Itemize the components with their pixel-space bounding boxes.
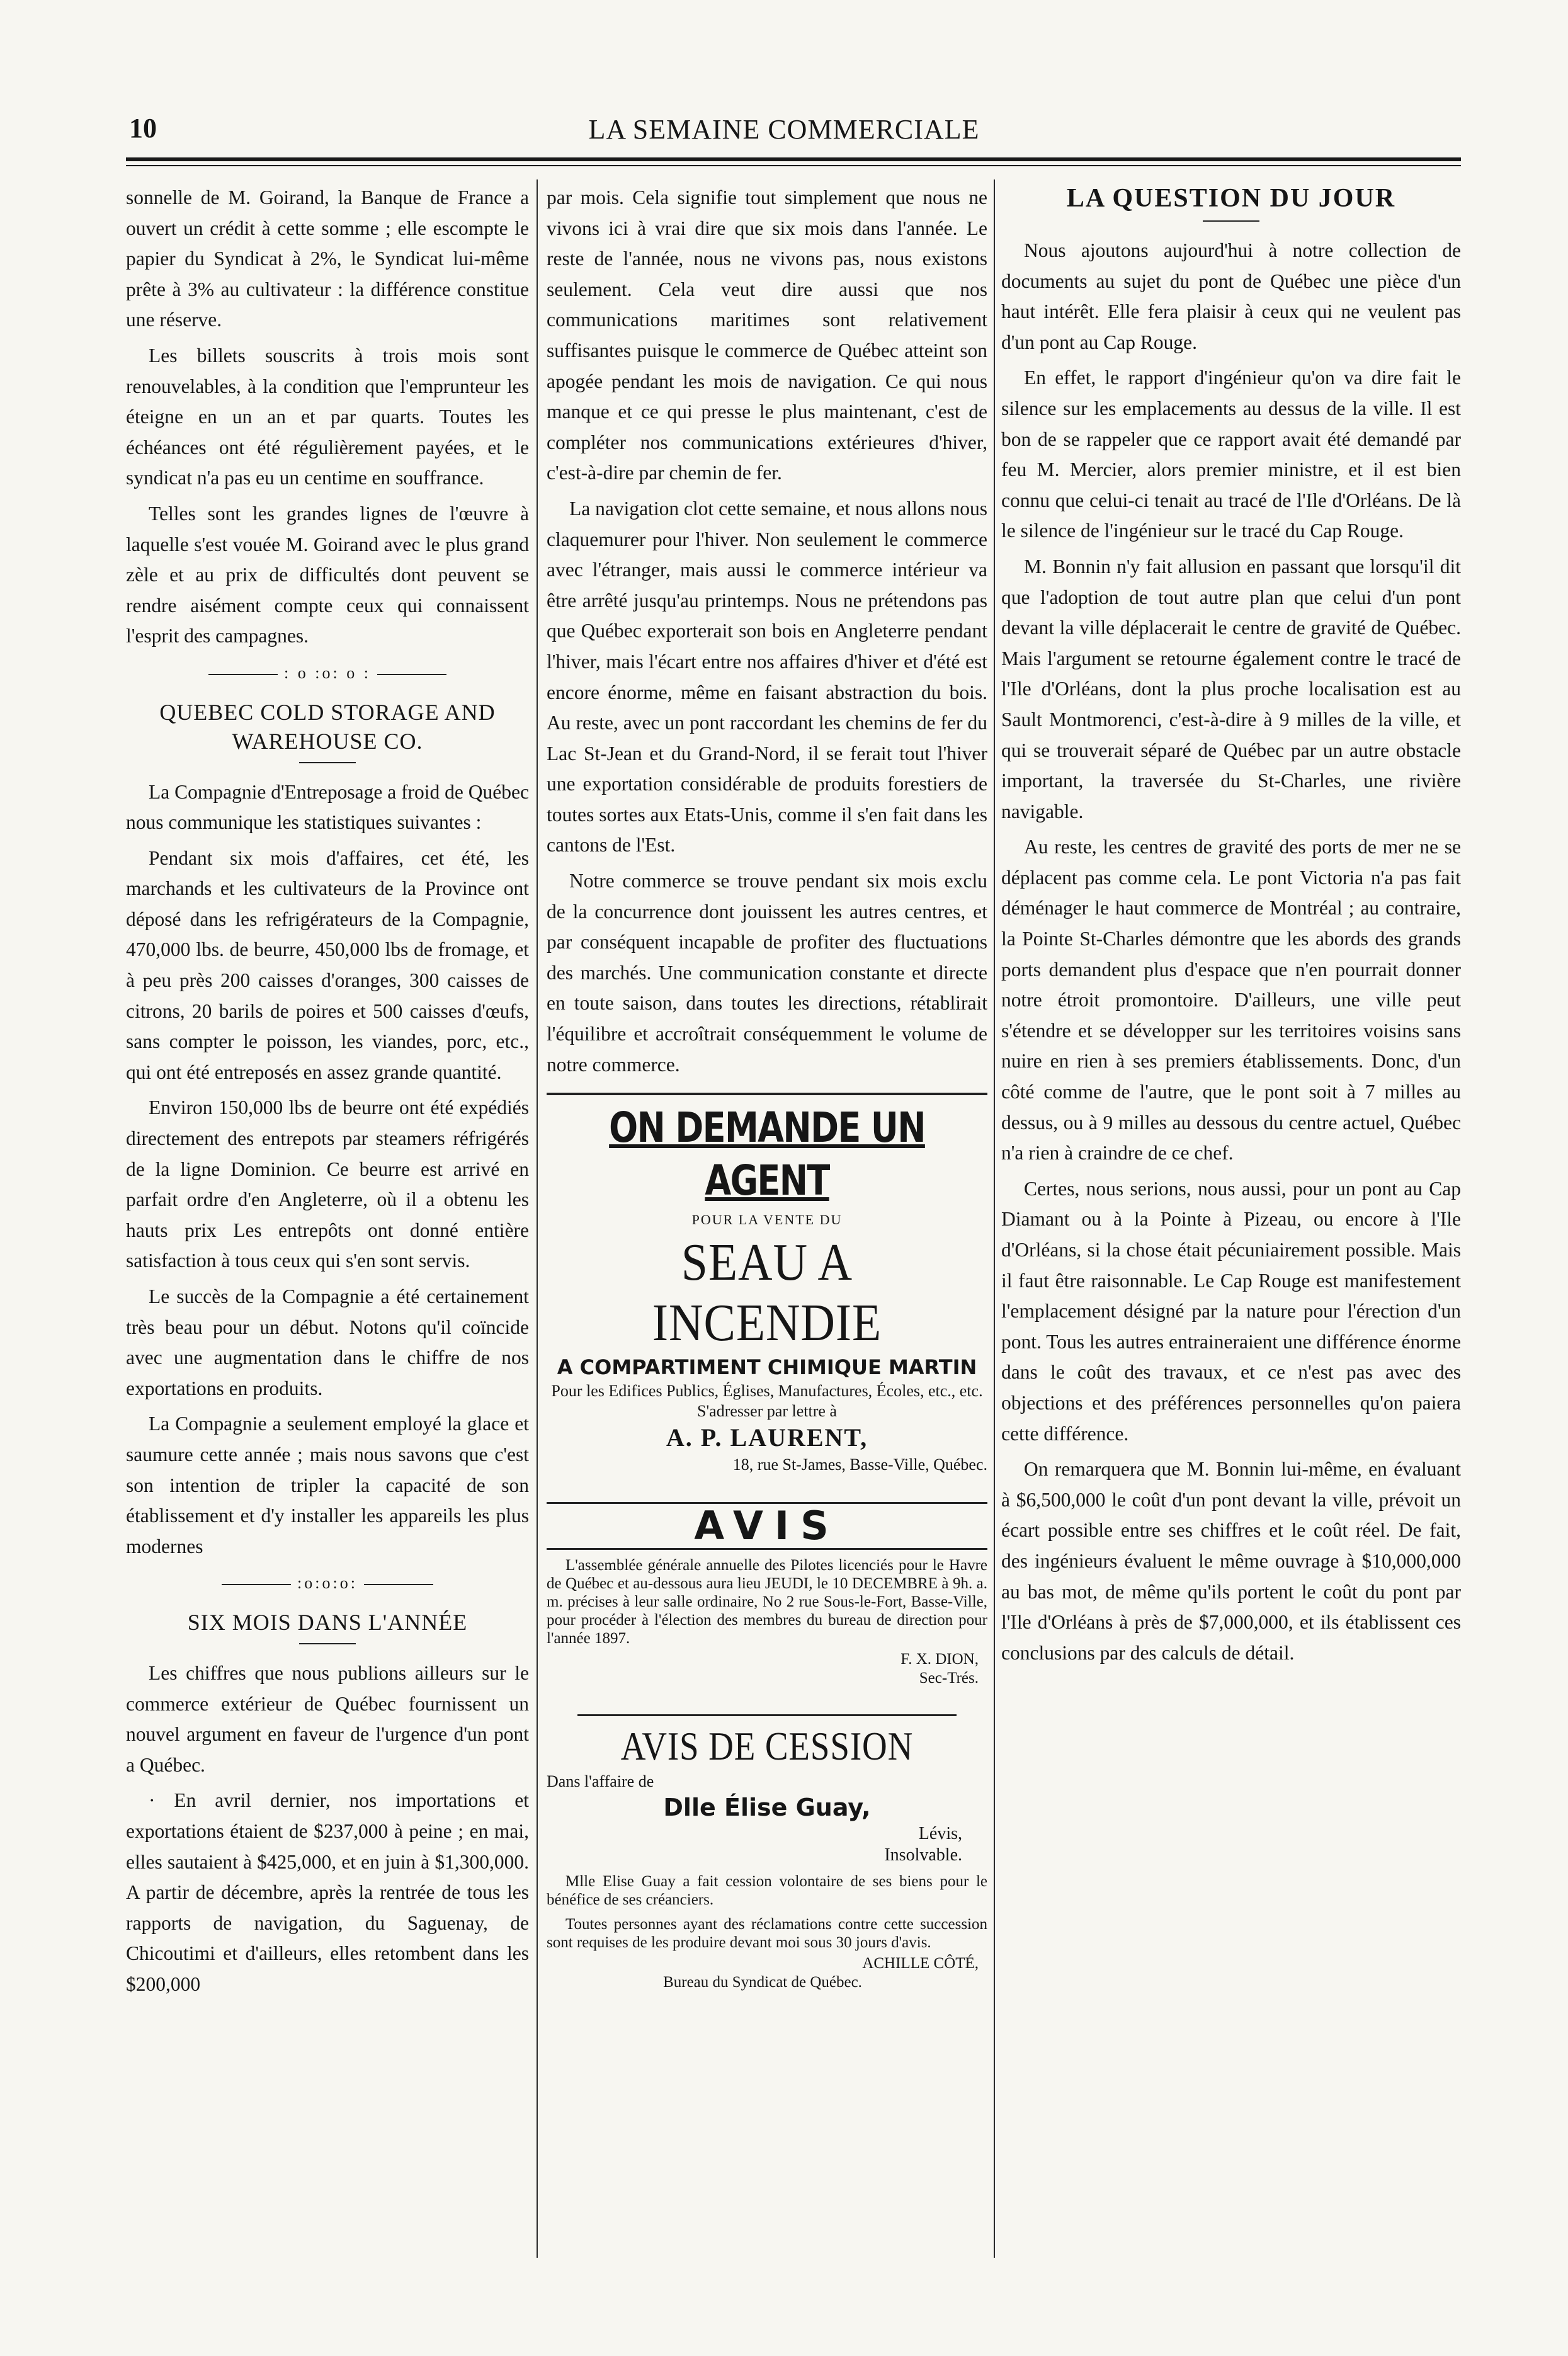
paragraph: · En avril dernier, nos importations et exportations étaient de $237,000 à peine ; en mai, elles sautaient à $425,000, et en juin à $1,300,000. A partir de décembre, après la rentrée de tous les rapports de navigation, du Saguenay, de Chicoutimi et d'ailleurs, elles retombent dans les $200,000 [126, 1789, 529, 1995]
cession-place: Lévis, [918, 1824, 962, 1844]
paragraph: sonnelle de M. Goirand, la Banque de France a ouvert un crédit à cette somme ; elle escompte le papier du Syndicat à 2%, le Syndicat lui-même prête à 3% au cultivateur : la différence constitue une réserve. [126, 186, 529, 331]
cession-name: Dlle Élise Guay, [663, 1794, 871, 1822]
paragraph: M. Bonnin n'y fait allusion en passant que lorsqu'il dit que l'adoption de tout autre plan que celui d'un pont devant la ville déplacerait le centre de gravité de Québec. Mais l'argument se retourne également contre le tracé de l'Ile d'Orléans, dont la plus proche localisation est au Sault Montmorenci, c'est-à-dire à 9 milles de la ville, et qui se trouverait séparé de Québec par un autre obstacle important, la traversée du St-Charles, une rivière navigable. [1001, 555, 1461, 822]
masthead-rule-thick [126, 157, 1461, 161]
ad-uses: Pour les Edifices Publics, Églises, Manufactures, Écoles, etc., etc. [551, 1382, 983, 1401]
column-divider-1 [537, 179, 538, 2258]
masthead-rule-thin [126, 165, 1461, 166]
column-2 [547, 183, 987, 1992]
cession-signature: ACHILLE CÔTÉ, [862, 1955, 979, 1972]
paragraph: La Compagnie d'Entreposage a froid de Québec nous communique les statistiques suivantes : [126, 780, 529, 834]
article-heading: SIX MOIS DANS L'ANNÉE [187, 1609, 468, 1635]
ad-product: SEAU A INCENDIE [652, 1233, 882, 1353]
separator-ornament: :o:o:o: [297, 1574, 358, 1593]
notice-avis [547, 1488, 987, 1688]
cession-signature-title: Bureau du Syndicat de Québec. [663, 1974, 862, 1991]
paragraph: Les chiffres que nous publions ailleurs sur le commerce extérieur de Québec fournissent un nouvel argument en faveur de l'urgence d'un pont a Québec. [126, 1661, 529, 1776]
section-separator [126, 1568, 529, 1599]
avis-text: L'assemblée générale annuelle des Pilotes licenciés pour le Havre de Québec et au-dessous aura lieu JEUDI, le 10 DECEMBRE à 9h. a. m. précises à leur salle ordinaire, No 2 rue Sous-le-Fort, Basse-Ville, pour procéder à l'élection des membres du bureau de direction pour l'année 1897. [547, 1557, 987, 1647]
heading-rule [299, 1643, 356, 1644]
column-divider-2 [994, 179, 995, 2258]
avis-signature: F. X. DION, [900, 1651, 979, 1668]
paragraph: Nous ajoutons aujourd'hui à notre collection de documents au sujet du pont de Québec une pièce d'un haut intérêt. Elle fera plaisir à ceux qui ne veulent pas d'un pont au Cap Rouge. [1001, 239, 1461, 353]
paragraph: Notre commerce se trouve pendant six mois exclu de la concurrence dont jouissent les autres centres, et par conséquent incapable de profiter des fluctuations des marchés. Une communication constante et directe en toute saison, dans toutes les directions, rétablirait l'équilibre et accroîtrait conséquemment le volume de notre commerce. [547, 870, 987, 1076]
article-heading: QUEBEC COLD STORAGE AND WAREHOUSE CO. [159, 699, 496, 754]
heading-rule [1203, 220, 1259, 222]
avis-banner: AVIS [547, 1502, 987, 1550]
column-3 [1001, 183, 1461, 1673]
paragraph: Telles sont les grandes lignes de l'œuvre à laquelle s'est vouée M. Goirand avec le plus grand zèle et au prix de difficultés dont peuvent se rendre aisément compte ceux qui connaissent l'esprit des campagnes. [126, 502, 529, 647]
advertisement-agent [547, 1093, 987, 1476]
separator-dash [208, 674, 278, 675]
ad-product-detail: A COMPARTIMENT CHIMIQUE MARTIN [557, 1355, 977, 1380]
cession-title: AVIS DE CESSION [577, 1714, 957, 1772]
section-separator [126, 658, 529, 689]
paragraph: La navigation clot cette semaine, et nous allons nous claquemurer pour l'hiver. Non seulement le commerce avec l'étranger, mais aussi le commerce intérieur va être arrêté jusqu'au printemps. Nous ne prétendons pas que Québec exporterait son bois en Angleterre pendant l'hiver, mais l'écart entre nos affaires d'hiver et d'été est encore énorme, même en faisant abstraction du bois. Au reste, avec un pont raccordant les chemins de fer du Lac St-Jean et du Grand-Nord, il se ferait tout l'hiver une exportation considérable de produits forestiers de toutes sortes aux Etats-Unis, comme il s'en fait dans les cantons de l'Est. [547, 497, 987, 856]
paragraph: On remarquera que M. Bonnin lui-même, en évaluant à $6,500,000 le coût d'un pont devant la ville, prévoit un écart possible entre ses chiffres et le coût réel. De fait, des ingénieurs évaluent le même ouvrage à $10,000,000 au bas mot, de même qu'ils portent le coût du pont par l'Ile d'Orléans à près de $7,000,000, et ils établissent ces conclusions par des calculs de détail. [1001, 1458, 1461, 1664]
paragraph: En effet, le rapport d'ingénieur qu'on va dire fait le silence sur les emplacements au dessus de la ville. Il est bon de se rappeler que ce rapport avait été demandé par feu M. Mercier, alors premier ministre, et il est bien connu que celui-ci tenait au tracé de l'Ile d'Orléans. De là le silence de l'ingénieur sur le tracé du Cap Rouge. [1001, 367, 1461, 542]
ad-contact-name: A. P. LAURENT, [666, 1423, 868, 1452]
paragraph: La Compagnie a seulement employé la glace et saumure cette année ; mais nous savons que c'est son intention de tripler la capacité de son établissement et d'y installer les appareils les plus modernes [126, 1413, 529, 1557]
paragraph: Environ 150,000 lbs de beurre ont été expédiés directement des entrepots par steamers réfrigérés de la ligne Dominion. Ce beurre est arrivé en parfait ordre d'en Angleterre, où il a obtenu les hauts prix Les entrepôts ont donné entière satisfaction à tous ceux qui s'en sont servis. [126, 1096, 529, 1272]
paragraph: Les billets souscrits à trois mois sont renouvelables, à la condition que l'emprunteur les éteigne en un an et par quarts. Toutes les échéances ont été régulièrement payées, et le syndicat n'a pas eu un centime en souffrance. [126, 344, 529, 489]
cession-text: Toutes personnes ayant des réclamations contre cette succession sont requises de les produire devant moi sous 30 jours d'avis. [547, 1916, 987, 1952]
paragraph: Au reste, les centres de gravité des ports de mer ne se déplacent pas comme cela. Le pont Victoria n'a pas fait déménager le haut commerce de Montréal ; au contraire, la Pointe St-Charles démontre que les abords des grands ports demandent plus d'espace que n'en pourrait donner notre étroit promontoire. D'ailleurs, une ville peut s'étendre et se développer sur les territoires voisins sans nuire en rien à ses premiers établissements. Donc, d'un côté comme de l'autre, que le pont soit à 7 milles au dessus, ou à 9 milles au dessous du centre actuel, Québec n'a rien à craindre de ce chef. [1001, 836, 1461, 1164]
heading-rule [299, 762, 356, 763]
paragraph: Certes, nous serions, nous aussi, pour un pont au Cap Diamant ou à la Pointe à Pizeau, ou encore à l'Ile d'Orléans, si la chose était pécuniairement possible. Mais il faut être raisonnable. Le Cap Rouge est manifestement l'emplacement désigné par la nature pour l'érection d'un pont. Tous les autres entraineraient une différence énorme dans le coût des travaux, et ce n'est pas avec des objections et des préférences personnelles qu'on paiera cette différence. [1001, 1177, 1461, 1445]
cession-intro: Dans l'affaire de [547, 1772, 654, 1791]
paragraph: par mois. Cela signifie tout simplement que nous ne vivons ici à vrai dire que six mois dans l'année. Le reste de l'année, nous ne vivons pas, nous existons seulement. Cela veut dire aussi que nos communications maritimes sont relativement suffisantes puisque le commerce de Québec atteint son apogée pendant les mois de navigation. Ce qui nous manque et ce qui presse le plus maintenant, c'est de compléter nos communications extérieures d'hiver, c'est-à-dire par chemin de fer. [547, 186, 987, 484]
ad-address: 18, rue St-James, Basse-Ville, Québec. [732, 1455, 987, 1474]
ad-title: ON DEMANDE UN AGENT [609, 1103, 925, 1205]
avis-signature-title: Sec-Trés. [919, 1670, 979, 1687]
cession-status: Insolvable. [884, 1845, 962, 1865]
separator-dash [364, 1584, 433, 1585]
masthead: LA SEMAINE COMMERCIALE [588, 114, 980, 145]
notice-cession [547, 1700, 987, 1992]
separator-dash [377, 674, 446, 675]
article-heading: LA QUESTION DU JOUR [1066, 184, 1396, 213]
ad-contact: S'adresser par lettre à [697, 1402, 837, 1421]
paragraph: Pendant six mois d'affaires, cet été, les marchands et les cultivateurs de la Province ont déposé dans les refrigérateurs de la Compagnie, 470,000 lbs. de beurre, 450,000 lbs de fromage, et à peu près 200 caisses d'oranges, 300 caisses de citrons, 20 barils de poires et 500 caisses d'œufs, sans compter le poisson, les viandes, porc, etc., qui ont été entreposés en assez grande quantité. [126, 846, 529, 1083]
ad-subtitle: POUR LA VENTE DU [691, 1212, 843, 1228]
cession-text: Mlle Elise Guay a fait cession volontaire de ses biens pour le bénéfice de ses créanciers. [547, 1873, 987, 1909]
column-1 [126, 183, 529, 2005]
separator-ornament: : o :o: o : [284, 663, 371, 682]
page-number: 10 [129, 113, 157, 144]
paragraph: Le succès de la Compagnie a été certainement très beau pour un début. Notons qu'il coïncide avec une augmentation dans le chiffre de nos exportations en produits. [126, 1285, 529, 1399]
separator-dash [222, 1584, 291, 1585]
